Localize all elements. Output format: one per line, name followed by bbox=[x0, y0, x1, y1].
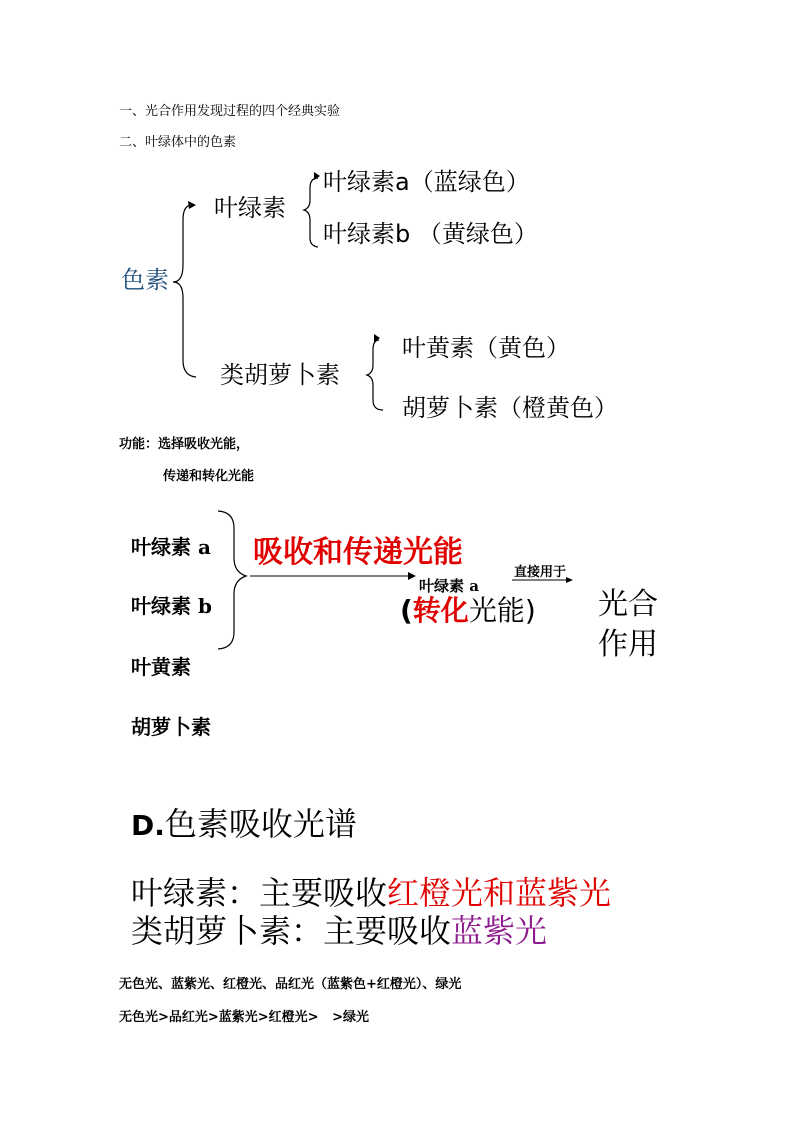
spectrum-chlorophyll-line bbox=[131, 874, 612, 912]
chlorophyll-brace bbox=[304, 178, 318, 247]
flow-item-chlorophyll-a: 叶绿素 a bbox=[131, 535, 211, 559]
spectrum-chlorophyll-prefix: 叶绿素：主要吸收 bbox=[131, 874, 388, 912]
function-line-2: 传递和转化光能 bbox=[163, 469, 255, 484]
flow-brace bbox=[218, 511, 246, 649]
xanthophyll-label: 叶黄素（黄色） bbox=[402, 334, 570, 362]
spectrum-title-text: 色素吸收光谱 bbox=[164, 805, 357, 843]
convert-rest: 光能) bbox=[468, 594, 536, 627]
carotenoid-brace bbox=[367, 340, 383, 410]
absorb-transfer-label: 吸收和传递光能 bbox=[253, 535, 463, 570]
heading-pigments: 二、叶绿体中的色素 bbox=[119, 135, 237, 150]
flow-item-xanthophyll: 叶黄素 bbox=[131, 655, 191, 679]
spectrum-title-prefix: D. bbox=[131, 809, 165, 842]
flow-item-carotene: 胡萝卜素 bbox=[131, 715, 211, 739]
function-line-1: 功能：选择吸收光能， bbox=[119, 437, 250, 452]
light-list-note: 无色光、蓝紫光、红橙光、品红光（蓝紫色+红橙光）、绿光 bbox=[119, 977, 462, 992]
direct-arrow-head bbox=[566, 577, 573, 583]
direct-use-label: 直接用于 bbox=[514, 565, 567, 580]
convert-light-label bbox=[400, 594, 536, 627]
photosynthesis-line-2: 作用 bbox=[598, 627, 658, 662]
spectrum-title bbox=[131, 805, 357, 843]
root-brace bbox=[173, 205, 196, 377]
heading-experiments: 一、光合作用发现过程的四个经典实验 bbox=[119, 104, 341, 119]
chlorophyll-a-label: 叶绿素a（蓝绿色） bbox=[323, 168, 530, 196]
carotenoid-label: 类胡萝卜素 bbox=[220, 361, 340, 389]
convert-open-paren: ( bbox=[400, 594, 413, 627]
flow-item-chlorophyll-b: 叶绿素 b bbox=[131, 594, 212, 618]
chlorophyll-label: 叶绿素 bbox=[214, 194, 286, 222]
target-chlorophyll-a-label: 叶绿素 a bbox=[419, 577, 479, 595]
absorb-arrow-head bbox=[408, 572, 416, 580]
chlorophyll-b-label: 叶绿素b （黄绿色） bbox=[323, 220, 538, 248]
root-brace-tip bbox=[188, 201, 196, 209]
light-order-note: 无色光>品红光>蓝紫光>红橙光> >绿光 bbox=[119, 1010, 370, 1025]
chlorophyll-brace-tip bbox=[314, 172, 320, 180]
carotene-label: 胡萝卜素（橙黄色） bbox=[402, 394, 618, 422]
pigment-root-label: 色素 bbox=[121, 266, 169, 294]
spectrum-chlorophyll-highlight: 红橙光和蓝紫光 bbox=[387, 874, 612, 912]
spectrum-carotenoid-highlight: 蓝紫光 bbox=[451, 912, 548, 950]
photosynthesis-line-1: 光合 bbox=[598, 587, 658, 622]
spectrum-carotenoid-prefix: 类胡萝卜素：主要吸收 bbox=[131, 912, 452, 950]
convert-highlight: 转化 bbox=[412, 594, 469, 627]
spectrum-carotenoid-line bbox=[131, 912, 548, 950]
